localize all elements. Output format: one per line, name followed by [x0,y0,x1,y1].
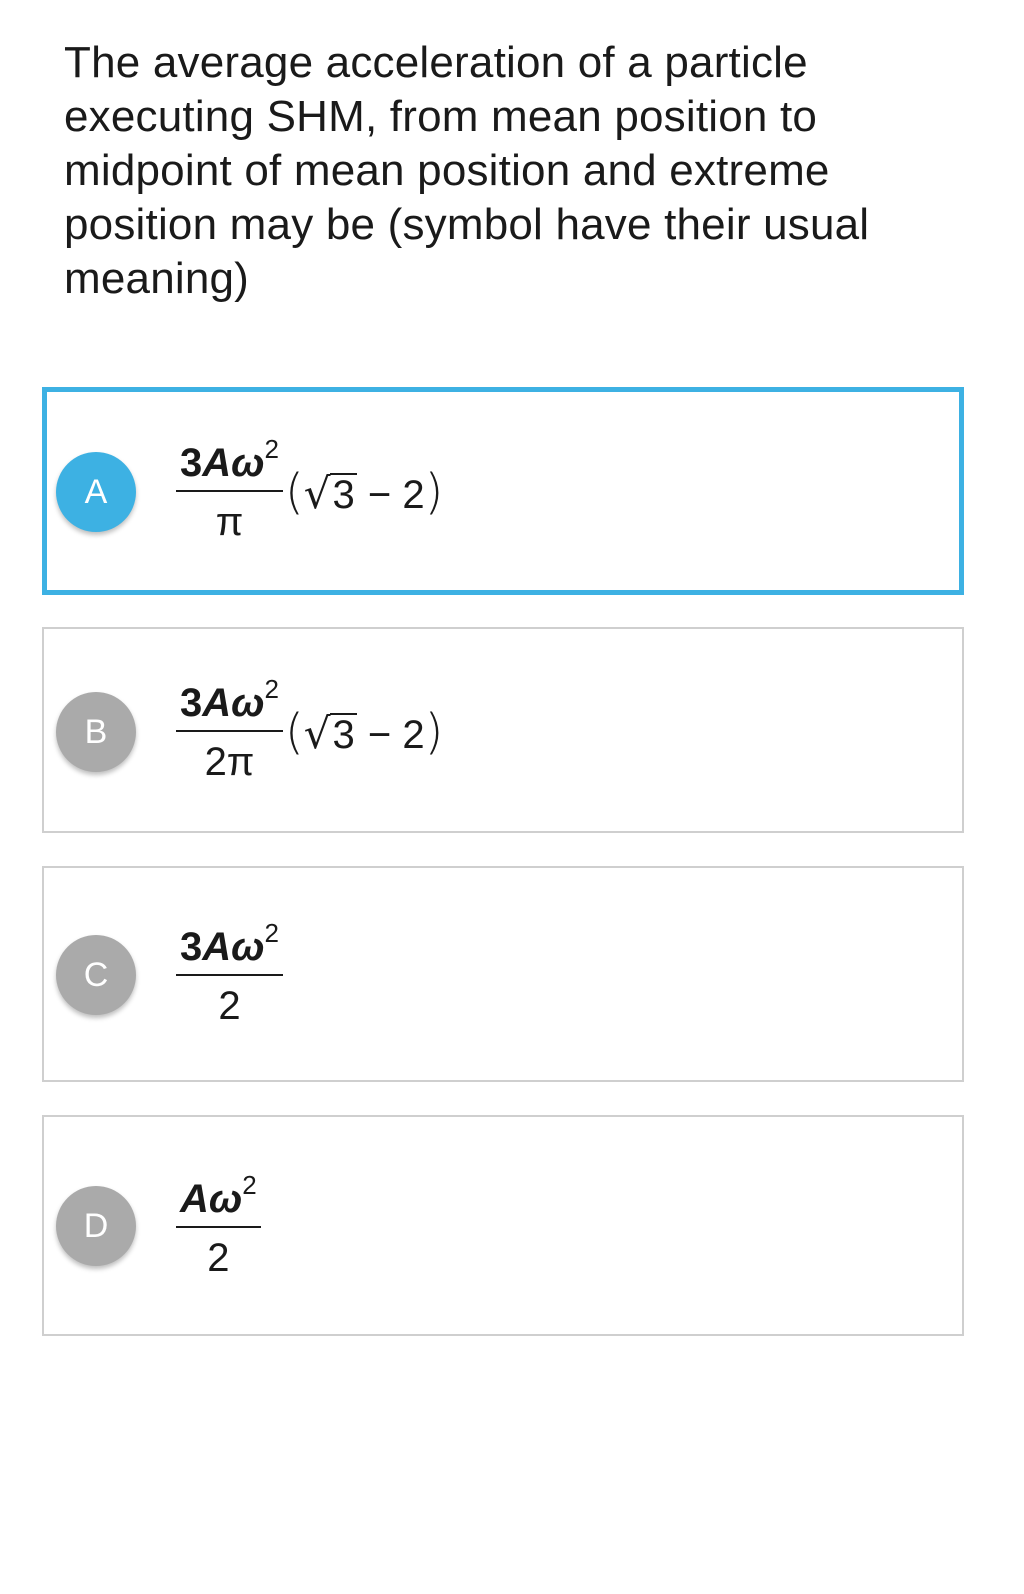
close-paren: ) [424,703,444,760]
option-b-formula [176,674,444,786]
sqrt-icon: √ [303,708,331,758]
question-line: The average acceleration of a particle [64,38,808,87]
variable: Aω [180,1177,243,1221]
radicand: 3 [332,712,355,757]
denominator: 2π [204,740,255,784]
numerator [176,918,283,976]
numerator [176,1170,261,1228]
option-b-badge[interactable]: B [56,692,136,772]
factor [284,703,444,760]
fraction [176,434,283,546]
variable: Aω [202,681,265,725]
fraction [176,1170,261,1282]
radicand: 3 [332,472,355,517]
exponent: 2 [264,434,279,464]
close-paren: ) [424,463,444,520]
coefficient: 3 [180,681,203,725]
open-paren: ( [284,703,304,760]
variable: Aω [202,441,265,485]
option-c-badge[interactable]: C [56,935,136,1015]
exponent: 2 [264,918,279,948]
exponent: 2 [264,674,279,704]
question-line: midpoint of mean position and extreme [64,146,830,195]
denominator: 2 [218,984,241,1028]
factor [284,463,444,520]
option-a-formula [176,434,444,546]
factor-rest: − 2 [356,472,425,517]
option-a-badge[interactable]: A [56,452,136,532]
question-text [64,36,964,306]
sqrt-icon: √ [303,468,331,518]
option-c-formula [176,918,283,1030]
denominator: π [215,500,244,544]
open-paren: ( [284,463,304,520]
numerator [176,674,283,732]
numerator [176,434,283,492]
coefficient: 3 [180,925,203,969]
denominator: 2 [207,1236,230,1280]
fraction [176,918,283,1030]
fraction [176,674,283,786]
option-d-formula [176,1170,261,1282]
factor-rest: − 2 [356,712,425,757]
question-line: position may be (symbol have their usual [64,200,870,249]
question-line: meaning) [64,254,250,303]
exponent: 2 [242,1170,257,1200]
coefficient: 3 [180,441,203,485]
option-d-badge[interactable]: D [56,1186,136,1266]
question-line: executing SHM, from mean position to [64,92,818,141]
variable: Aω [202,925,265,969]
